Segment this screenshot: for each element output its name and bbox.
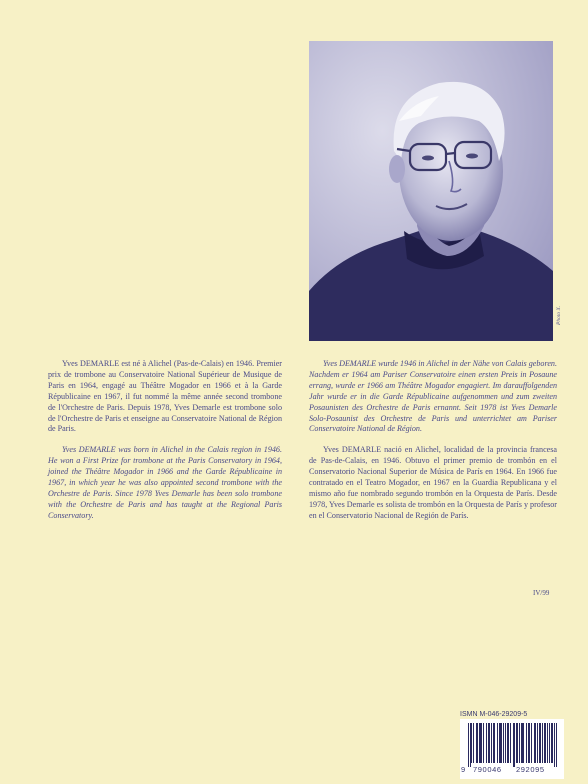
barcode-bar bbox=[468, 723, 469, 767]
bio-french: Yves DEMARLE est né à Alichel (Pas-de-Calais) en 1946. Premier prix de trombone au Conservatoire National Supérieur de Musique de Paris en 1964, engagé au Théâtre Mogador en 1966 et à la Garde Républicaine en 1967, il fut nommé la même année second trombone de l'Orchestre de Paris. Depuis 1978, Yves Demarle est trombone solo de l'Orchestre de Paris et enseigne au Conservatoire National de Région de Paris. bbox=[48, 359, 282, 434]
barcode-bar bbox=[517, 723, 518, 763]
barcode-bar bbox=[545, 723, 546, 763]
barcode-bar bbox=[493, 723, 494, 763]
barcode-bar bbox=[479, 723, 480, 763]
barcode-bar bbox=[516, 723, 517, 763]
barcode-bar bbox=[539, 723, 540, 763]
barcode-digits-left: 790046 bbox=[473, 765, 502, 774]
barcode-bar bbox=[531, 723, 532, 763]
edition-code: IV/99 bbox=[533, 589, 550, 597]
barcode-bar bbox=[507, 723, 508, 763]
barcode-bar bbox=[526, 723, 527, 763]
barcode-bar bbox=[494, 723, 495, 763]
barcode-bar bbox=[521, 723, 522, 763]
photo-credit: Photo X. bbox=[556, 305, 562, 325]
barcode-bar bbox=[505, 723, 506, 763]
barcode-bar bbox=[522, 723, 523, 763]
barcode-bar bbox=[523, 723, 524, 763]
right-column bbox=[309, 359, 557, 532]
barcode-bar bbox=[491, 723, 492, 763]
barcode bbox=[460, 719, 564, 779]
barcode-bar bbox=[547, 723, 548, 763]
barcode-bar bbox=[528, 723, 529, 763]
barcode-bar bbox=[544, 723, 545, 763]
barcode-bar bbox=[534, 723, 535, 763]
barcode-bar bbox=[500, 723, 501, 763]
barcode-bar bbox=[483, 723, 484, 763]
barcode-bar bbox=[488, 723, 489, 763]
barcode-bar bbox=[508, 723, 509, 763]
barcode-bar bbox=[481, 723, 482, 763]
barcode-bar bbox=[510, 723, 511, 763]
barcode-bar bbox=[471, 723, 472, 763]
barcode-bar bbox=[489, 723, 490, 763]
barcode-bar bbox=[486, 723, 487, 763]
barcode-bar bbox=[519, 723, 520, 763]
barcode-bars bbox=[468, 723, 558, 767]
barcode-bar bbox=[499, 723, 500, 763]
barcode-bar bbox=[476, 723, 477, 763]
barcode-bar bbox=[537, 723, 538, 763]
barcode-bar bbox=[501, 723, 502, 763]
portrait-photo bbox=[309, 41, 553, 341]
barcode-bar bbox=[549, 723, 550, 763]
ismn-number: ISMN M-046-29209-5 bbox=[460, 711, 528, 718]
barcode-bar bbox=[503, 723, 504, 763]
barcode-bar bbox=[556, 723, 557, 767]
barcode-bar bbox=[529, 723, 530, 763]
left-column bbox=[48, 359, 282, 532]
barcode-bar bbox=[473, 723, 474, 763]
barcode-bar bbox=[513, 723, 514, 767]
barcode-bar bbox=[535, 723, 536, 763]
barcode-digits-right: 292095 bbox=[516, 765, 545, 774]
barcode-bar bbox=[554, 723, 555, 767]
bio-spanish: Yves DEMARLE nació en Alichel, localidad de la provincia francesa de Pas-de-Calais, en 1946. Obtuvo el primer premio de trombón en el Conservatorio Nacional Superior de Música de París en 1964. En 1966 fue contratado en el Teatro Mogador, en 1967 en la Guardia Republicana y el mismo año fue nombrado segundo trombón en la Orquesta de París. Desde 1978, Yves Demarle es solista de trombón en la Orquesta de París y profesor en el Conservatorio Nacional de Región de París. bbox=[309, 445, 557, 520]
barcode-bar bbox=[551, 723, 552, 763]
barcode-bar bbox=[540, 723, 541, 763]
barcode-bar bbox=[542, 723, 543, 763]
barcode-bar bbox=[477, 723, 478, 763]
bio-english: Yves DEMARLE was born in Alichel in the Calais region in 1946. He won a First Prize for trombone at the Paris Conservatory in 1964, joined the Théâtre Mogador in 1966 and the Garde Républicaine in 1967, in which year he was also appointed second trombone with the Orchestre de Paris. Since 1978 Yves Demarle has been solo trombone with the Orchestre de Paris and has taught at the Regional Paris Conservatory. bbox=[48, 445, 282, 520]
barcode-digit-first: 9 bbox=[461, 765, 466, 774]
barcode-bar bbox=[497, 723, 498, 763]
barcode-bar bbox=[514, 723, 515, 767]
barcode-bar bbox=[552, 723, 553, 763]
barcode-bar bbox=[480, 723, 481, 763]
barcode-bar bbox=[470, 723, 471, 767]
bio-german: Yves DEMARLE wurde 1946 in Alichel in der Nähe von Calais geboren. Nachdem er 1964 am Pariser Conservatoire einen ersten Preis in Posaune errang, wurde er 1966 am Théâtre Mogador engagiert. Im darauffolgenden Jahr wurde er in die Garde Républicaine aufgenommen und zum zweiten Posaunisten des Orchestre de Paris ernannt. Seit 1978 ist Yves Demarle Solo-Posaunist des Orchestre de Paris und unterrichtet am Pariser Conservatoire National de Région. bbox=[309, 359, 557, 434]
portrait-illustration bbox=[309, 41, 553, 341]
